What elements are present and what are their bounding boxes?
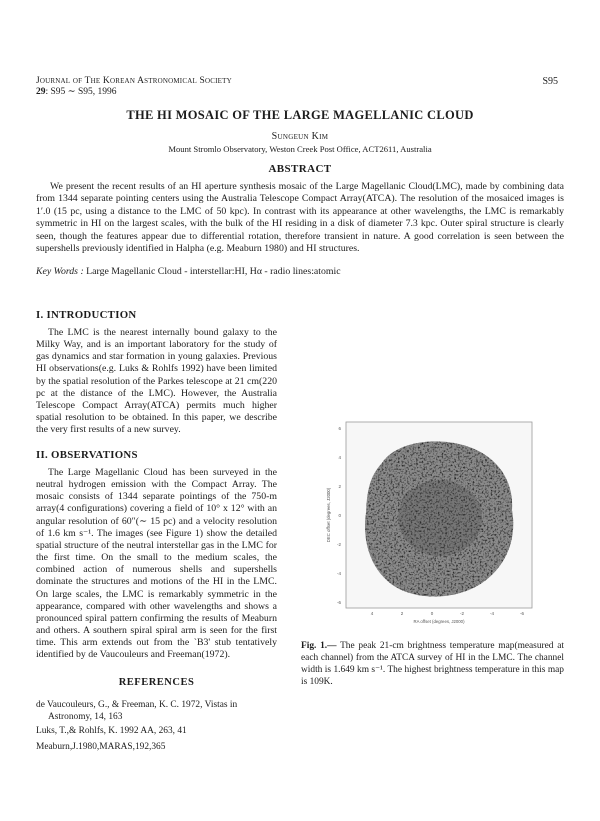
introduction-text: The LMC is the nearest internally bound galaxy to the Milky Way, and is an important laboratory for the study of gas dynamics and star formation in young galaxies. Previous HI observations(e.g. Luks & Rohlfs 1992) have been limited by the spatial resolution of the Parkes telescope at 21 cm(220 pc at the distance of the LMC). However, the Australia Telescope Compact Array(ATCA) permits much higher spatial resolution to be obtained. In this paper, we describe the very first results of a new survey. [36, 327, 277, 436]
journal-volume-line [36, 87, 232, 98]
reference-item: Luks, T.,& Rohlfs, K. 1992 AA, 263, 41 [36, 726, 187, 736]
journal-volume: 29 [36, 87, 46, 97]
y-axis-label: DEC offset (degrees, J2000) [326, 487, 331, 543]
page-number: S95 [542, 76, 558, 87]
x-tick-label: 0 [430, 611, 434, 616]
keywords-label: Key Words : [36, 266, 84, 277]
journal-pages: : S95 ∼ S95, 1996 [45, 87, 117, 97]
y-tick-label: -6 [336, 600, 341, 605]
x-tick-label: -2 [459, 611, 465, 616]
caption-label: Fig. 1.— [301, 641, 337, 651]
journal-header [36, 76, 232, 98]
references-heading: REFERENCES [118, 677, 195, 688]
y-tick-label: 0 [338, 513, 341, 518]
caption-text: The peak 21-cm brightness temperature map(measured at each channel) from the ATCA survey of HI in the LMC. The channel width is 1.649 km s⁻¹. The highest brightness temperature in this map is 109K. [301, 641, 564, 687]
section-heading-introduction: I. INTRODUCTION [36, 309, 137, 321]
author-name: Sungeun Kim [271, 131, 329, 142]
figure-caption [301, 641, 564, 689]
reference-item: de Vaucouleurs, G., & Freeman, K. C. 1972, Vistas in Astronomy, 14, 163 [36, 700, 238, 722]
y-tick-label: -4 [336, 571, 341, 576]
y-tick-label: 2 [338, 484, 341, 489]
y-tick-label: 4 [338, 455, 341, 460]
x-tick-label: -4 [489, 611, 495, 616]
y-ticks [337, 426, 342, 605]
abstract-text: We present the recent results of an HI aperture synthesis mosaic of the Large Magellanic Cloud(LMC), made by combining data from 1344 separate pointing centers using the Australia Telescope Compact Array(ATCA). The resolution of the mosaiced images is 1′.0 (15 pc, using a distance to the LMC of 50 kpc). In contrast with its appearance at other wavelengths, the LMC is remarkably symmetric in HI on the largest scales, with the bulk of the HI residing in a disk of diameter 7.3 kpc. Outer spiral structure is clearly seen, though the features appear due to differential rotation, therefore transient in nature. A good correlation is seen between the supershells previously identified in Halpha (e.g. Meaburn 1980) and HI structures. [36, 181, 564, 255]
x-ticks [371, 611, 525, 616]
journal-name: Journal of The Korean Astronomical Society [36, 76, 232, 86]
keywords-text: Large Magellanic Cloud - interstellar:HI, Hα - radio lines:atomic [83, 266, 341, 277]
author-affiliation: Mount Stromlo Observatory, Weston Creek Post Office, ACT2611, Australia [168, 144, 432, 154]
keywords [36, 266, 564, 278]
x-tick-label: 2 [400, 611, 404, 616]
hi-mosaic-plot [322, 418, 562, 628]
figure-1 [322, 418, 562, 628]
abstract-heading: ABSTRACT [268, 163, 332, 175]
x-tick-label: 4 [370, 611, 374, 616]
paper-title: THE HI MOSAIC OF THE LARGE MAGELLANIC CLOUD [126, 108, 474, 122]
reference-item: Meaburn,J.1980,MARAS,192,365 [36, 742, 166, 752]
observations-text: The Large Magellanic Cloud has been surveyed in the neutral hydrogen emission with the Compact Array. The mosaic consists of 1344 separate pointings of the 750-m array(4 configurations) covering a field of 10° x 12° with an angular resolution of 60″(∼ 15 pc) and a velocity resolution of 1.6 km s⁻¹. The images (see Figure 1) show the detailed spatial structure of the neutral interstellar gas in the LMC for the first time. On the small to the medium scales, the combined action of numerous shells and supershells dominate the structures and motions of the HI in the LMC. On large scales, the LMC is remarkably symmetric in the appearance, compared with other wavelengths and shows a pronounced spiral pattern confirming the results of Meaburn and others. A southern spiral spiral arm is seen for the first time. This arm extends out from the `B3' stub tentatively identified by de Vaucouleurs and Freeman(1972). [36, 467, 277, 661]
y-tick-label: 6 [338, 426, 341, 431]
x-tick-label: -6 [519, 611, 525, 616]
y-tick-label: -2 [336, 542, 341, 547]
x-axis-label: RA offset (degrees, J2000) [413, 619, 465, 624]
section-heading-observations: II. OBSERVATIONS [36, 449, 138, 461]
